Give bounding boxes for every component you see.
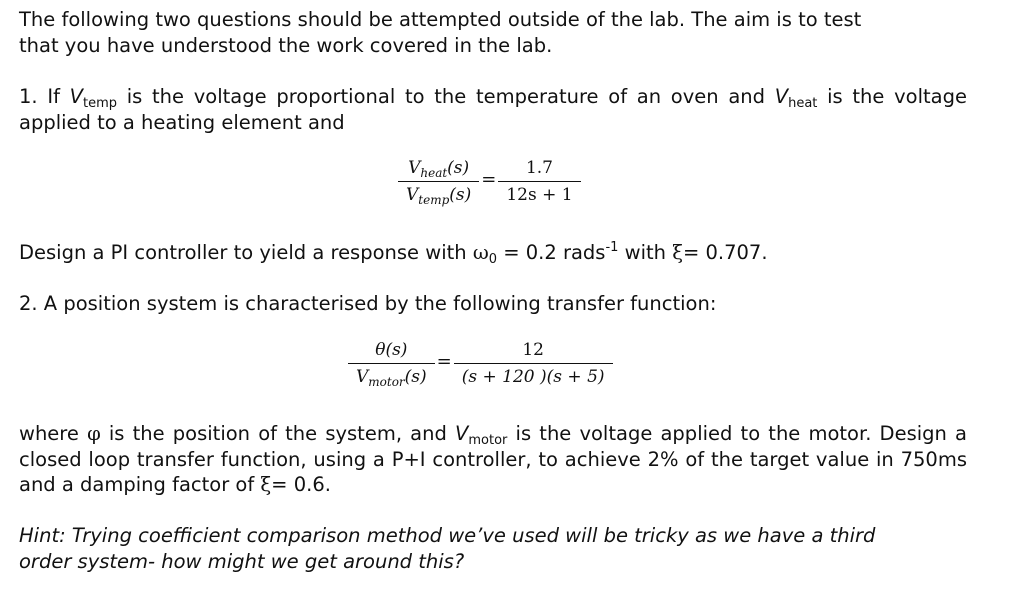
q1-design-c: with bbox=[618, 241, 673, 264]
hint-line-2: order system- how might we get around this? bbox=[19, 549, 465, 573]
v-temp-subscript: temp bbox=[83, 96, 118, 111]
question-1-text bbox=[19, 84, 967, 135]
q1-equals-sign: = bbox=[481, 168, 497, 190]
q2-rhs-denominator: (s + 120 )(s + 5) bbox=[454, 363, 613, 387]
xi-symbol: ξ bbox=[672, 241, 683, 264]
v-motor-symbol: V bbox=[455, 422, 469, 445]
q2-equals-sign: = bbox=[436, 350, 452, 372]
q1-text-b: is the voltage proportional to the temperature of an oven and bbox=[117, 85, 775, 108]
q2-text-1: where bbox=[19, 422, 88, 445]
q1-lhs-fraction bbox=[402, 158, 475, 205]
intro-line-1: The following two questions should be attempted outside of the lab. The aim is to test bbox=[19, 8, 862, 31]
omega-symbol: ω bbox=[472, 241, 489, 264]
q2-description bbox=[19, 421, 967, 498]
v-motor-subscript: motor bbox=[468, 433, 508, 448]
q2-rhs-fraction bbox=[458, 340, 609, 387]
q1-design-text bbox=[19, 240, 967, 266]
q2-lhs-denominator: $V_{motor}(s)$ bbox=[348, 363, 435, 387]
intro-line-2: that you have understood the work covered in the lab. bbox=[19, 33, 553, 57]
q2-rhs-numerator: 12 bbox=[522, 340, 544, 360]
q1-rhs-fraction bbox=[502, 158, 576, 205]
q2-lhs-fraction bbox=[352, 340, 431, 387]
q2-lhs-numerator: θ(s) bbox=[375, 340, 408, 360]
q1-design-d: = 0.707. bbox=[682, 241, 768, 264]
q2-text-3: is the voltage applied to the motor. Design a closed loop transfer function, using a P+I controller, to achieve 2% of the target value in 750ms and a damping factor of bbox=[19, 422, 967, 496]
question-2-text: 2. A position system is characterised by the following transfer function: bbox=[19, 292, 717, 315]
q1-transfer-function bbox=[402, 158, 577, 205]
v-heat-subscript: heat bbox=[788, 96, 818, 111]
hint-line-1: Hint: Trying coefficient comparison method we’ve used will be tricky as we have a third bbox=[19, 524, 876, 547]
q1-design-a: Design a PI controller to yield a response with bbox=[19, 241, 473, 264]
q1-rhs-numerator: 1.7 bbox=[525, 158, 553, 178]
q2-transfer-function bbox=[352, 340, 609, 387]
v-heat-symbol: V bbox=[774, 85, 789, 108]
q1-design-superscript: -1 bbox=[605, 240, 619, 255]
q1-text-c: is the voltage applied to a heating element and bbox=[19, 85, 967, 134]
xi-symbol-2: ξ bbox=[260, 473, 272, 496]
q1-lhs-numerator: $V_{heat}(s)$ bbox=[408, 158, 470, 180]
hint-paragraph bbox=[19, 523, 967, 574]
q1-lhs-denominator: $V_{temp}(s)$ bbox=[398, 181, 479, 205]
phi-symbol: φ bbox=[87, 422, 101, 445]
v-temp-symbol: V bbox=[69, 85, 83, 108]
q1-design-b: = 0.2 rads bbox=[497, 241, 606, 264]
q2-text-4: = 0.6. bbox=[271, 473, 331, 496]
omega-subscript: 0 bbox=[488, 252, 498, 267]
q1-rhs-denominator: 12s + 1 bbox=[498, 181, 580, 205]
q1-text-a: 1. If bbox=[19, 85, 70, 108]
intro-paragraph bbox=[19, 7, 967, 58]
q2-text-2: is the position of the system, and bbox=[100, 422, 456, 445]
